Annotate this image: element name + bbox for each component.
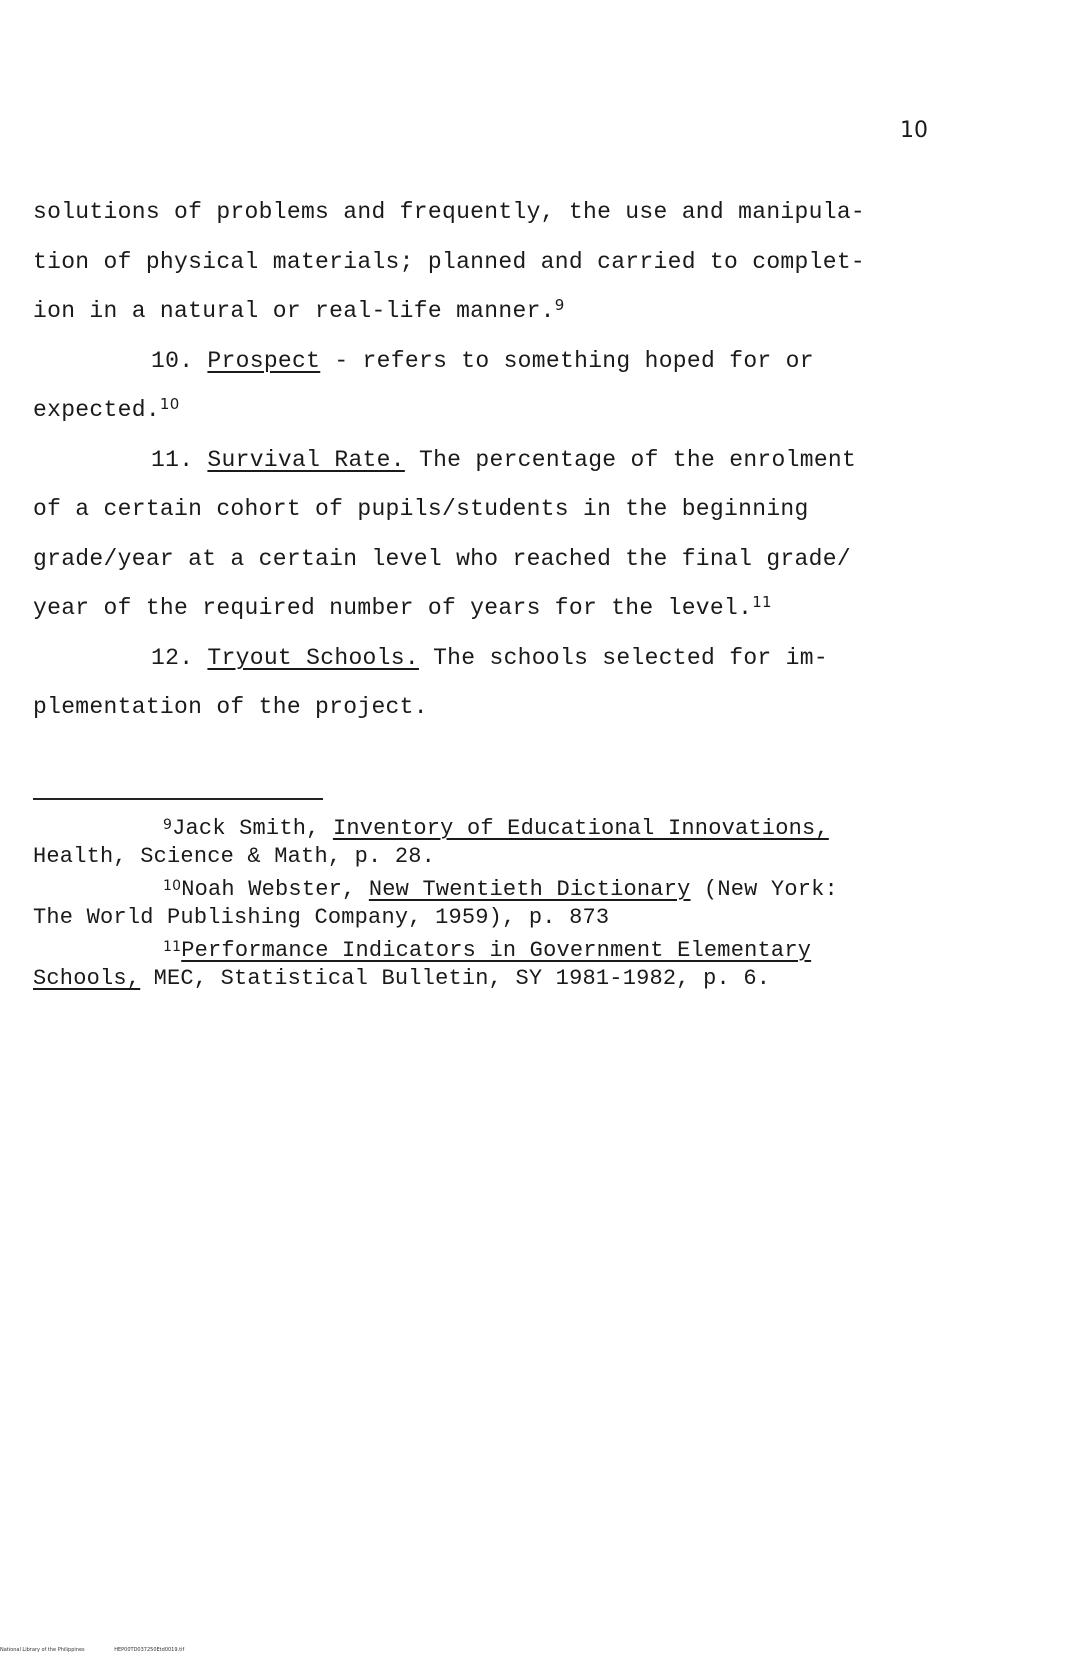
file-code: HEP00TD037250Etd0019.tif bbox=[114, 1647, 185, 1653]
footnote-line: Health, Science & Math, p. 28. bbox=[33, 844, 436, 869]
footnote-number: 9 bbox=[163, 817, 173, 833]
definition-text: - refers to something hoped for or bbox=[320, 347, 814, 374]
text-line: grade/year at a certain level who reached the final grade/ bbox=[33, 545, 851, 572]
text-line bbox=[33, 386, 953, 436]
footnote-title: Performance Indicators in Government Elementary bbox=[181, 938, 812, 963]
footnote-9 bbox=[33, 815, 953, 871]
definition-12 bbox=[33, 634, 953, 684]
definition-number: 11. bbox=[151, 446, 194, 473]
footnote-line bbox=[33, 938, 811, 963]
footnote-line: The World Publishing Company, 1959), p. 873 bbox=[33, 905, 610, 930]
archive-stamp bbox=[0, 1647, 212, 1653]
text-line: tion of physical materials; planned and carried to complet- bbox=[33, 248, 866, 275]
definition-number: 10. bbox=[151, 347, 194, 374]
text-line bbox=[33, 287, 953, 337]
footnote-ref-11: 11 bbox=[752, 593, 772, 611]
footnote-ref-10: 10 bbox=[159, 395, 180, 413]
footnotes bbox=[33, 815, 953, 998]
definition-term: Survival Rate. bbox=[207, 446, 405, 473]
text-line: plementation of the project. bbox=[33, 694, 428, 720]
definition-term: Prospect bbox=[207, 347, 321, 374]
page-number: 10 bbox=[900, 118, 928, 143]
footnote-10 bbox=[33, 876, 953, 932]
footnote-number: 11 bbox=[163, 939, 182, 955]
definition-text: The schools selected for im- bbox=[418, 644, 828, 671]
footnote-title: Schools, bbox=[33, 966, 141, 991]
definition-10 bbox=[33, 337, 953, 387]
footnote-line bbox=[33, 966, 770, 991]
footnote-line bbox=[33, 877, 838, 902]
definition-11 bbox=[33, 436, 953, 486]
footnote-author: Jack Smith, bbox=[172, 816, 333, 841]
definition-number: 12. bbox=[151, 644, 194, 671]
text-line: of a certain cohort of pupils/students in the beginning bbox=[33, 496, 809, 522]
line-text: expected. bbox=[33, 397, 160, 423]
footnote-number: 10 bbox=[163, 878, 182, 894]
footnote-title: New Twentieth Dictionary bbox=[368, 877, 691, 902]
body-text bbox=[33, 188, 953, 733]
footnote-11 bbox=[33, 937, 953, 993]
footnote-source: MEC, Statistical Bulletin, SY 1981-1982, p. 6. bbox=[140, 966, 771, 991]
footnote-line bbox=[33, 816, 829, 841]
footnote-author: Noah Webster, bbox=[181, 877, 369, 902]
footnote-publisher: (New York: bbox=[690, 877, 838, 902]
text-line bbox=[33, 584, 953, 634]
footnote-ref-9: 9 bbox=[554, 296, 565, 314]
text-line: solutions of problems and frequently, the use and manipula- bbox=[33, 199, 866, 225]
line-text: year of the required number of years for the level. bbox=[33, 595, 753, 621]
definition-term: Tryout Schools. bbox=[207, 644, 419, 671]
definition-text: The percentage of the enrolment bbox=[404, 446, 857, 473]
footnote-separator bbox=[33, 798, 323, 800]
library-name: National Library of the Philippines bbox=[0, 1647, 85, 1653]
footnote-title: Inventory of Educational Innovations, bbox=[332, 816, 829, 841]
line-text: ion in a natural or real-life manner. bbox=[33, 298, 555, 324]
